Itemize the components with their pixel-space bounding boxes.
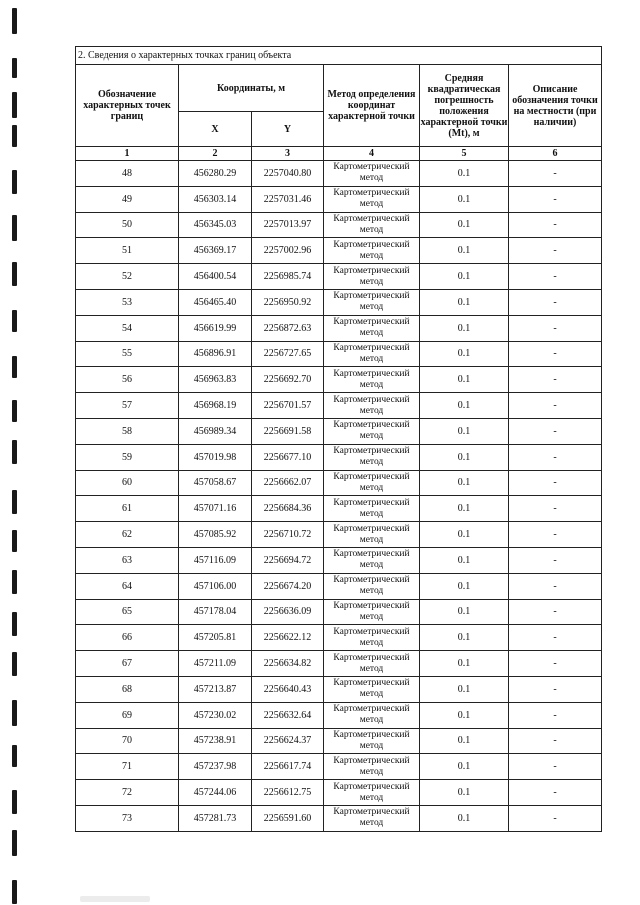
- coord-x-cell: 457213.87: [179, 676, 252, 702]
- column-number: 5: [420, 147, 509, 161]
- coord-x-cell: 456280.29: [179, 161, 252, 187]
- method-cell: Картометрический метод: [324, 161, 420, 187]
- error-cell: 0.1: [420, 212, 509, 238]
- header-error: Средняя квадратическая погрешность положения характерной точки (Mt), м: [420, 65, 509, 147]
- description-cell: -: [509, 393, 602, 419]
- point-number-cell: 64: [76, 573, 179, 599]
- binding-hole: [12, 400, 17, 422]
- error-cell: 0.1: [420, 728, 509, 754]
- error-cell: 0.1: [420, 418, 509, 444]
- table-row: [76, 186, 602, 212]
- method-cell: Картометрический метод: [324, 573, 420, 599]
- description-cell: -: [509, 470, 602, 496]
- coord-y-cell: 2256636.09: [252, 599, 324, 625]
- method-cell: Картометрический метод: [324, 186, 420, 212]
- binding-hole: [12, 530, 17, 552]
- description-cell: -: [509, 522, 602, 548]
- table-row: [76, 212, 602, 238]
- point-number-cell: 50: [76, 212, 179, 238]
- coord-x-cell: 457116.09: [179, 547, 252, 573]
- point-number-cell: 58: [76, 418, 179, 444]
- error-cell: 0.1: [420, 676, 509, 702]
- description-cell: -: [509, 418, 602, 444]
- description-cell: -: [509, 599, 602, 625]
- coord-x-cell: 457058.67: [179, 470, 252, 496]
- method-cell: Картометрический метод: [324, 315, 420, 341]
- header-x: X: [179, 112, 252, 147]
- method-cell: Картометрический метод: [324, 547, 420, 573]
- coord-y-cell: 2256950.92: [252, 289, 324, 315]
- coord-y-cell: 2256591.60: [252, 805, 324, 831]
- method-cell: Картометрический метод: [324, 676, 420, 702]
- table-row: [76, 573, 602, 599]
- table-row: [76, 418, 602, 444]
- point-number-cell: 73: [76, 805, 179, 831]
- table-row: [76, 367, 602, 393]
- point-number-cell: 56: [76, 367, 179, 393]
- description-cell: -: [509, 289, 602, 315]
- header-coordinates: Координаты, м: [179, 65, 324, 112]
- error-cell: 0.1: [420, 289, 509, 315]
- table-row: [76, 444, 602, 470]
- description-cell: -: [509, 754, 602, 780]
- description-cell: -: [509, 547, 602, 573]
- method-cell: Картометрический метод: [324, 625, 420, 651]
- description-cell: -: [509, 676, 602, 702]
- column-number: 2: [179, 147, 252, 161]
- binding-hole: [12, 8, 17, 34]
- description-cell: -: [509, 315, 602, 341]
- description-cell: -: [509, 212, 602, 238]
- description-cell: -: [509, 341, 602, 367]
- coord-y-cell: 2256617.74: [252, 754, 324, 780]
- document-page: [75, 46, 601, 832]
- point-number-cell: 54: [76, 315, 179, 341]
- coord-x-cell: 456369.17: [179, 238, 252, 264]
- point-number-cell: 61: [76, 496, 179, 522]
- description-cell: -: [509, 186, 602, 212]
- coord-y-cell: 2257031.46: [252, 186, 324, 212]
- column-numbers-row: [76, 147, 602, 161]
- error-cell: 0.1: [420, 186, 509, 212]
- description-cell: -: [509, 625, 602, 651]
- point-number-cell: 67: [76, 651, 179, 677]
- coord-x-cell: 456465.40: [179, 289, 252, 315]
- point-number-cell: 59: [76, 444, 179, 470]
- description-cell: -: [509, 238, 602, 264]
- point-number-cell: 52: [76, 264, 179, 290]
- error-cell: 0.1: [420, 393, 509, 419]
- description-cell: -: [509, 573, 602, 599]
- binding-hole: [12, 356, 17, 378]
- method-cell: Картометрический метод: [324, 289, 420, 315]
- coord-x-cell: 457178.04: [179, 599, 252, 625]
- table-row: [76, 728, 602, 754]
- binding-hole: [12, 700, 17, 726]
- binding-hole: [12, 570, 17, 594]
- coord-x-cell: 457237.98: [179, 754, 252, 780]
- binding-holes: [0, 0, 40, 905]
- table-row: [76, 547, 602, 573]
- method-cell: Картометрический метод: [324, 599, 420, 625]
- table-row: [76, 522, 602, 548]
- coord-y-cell: 2256701.57: [252, 393, 324, 419]
- table-row: [76, 264, 602, 290]
- description-cell: -: [509, 702, 602, 728]
- coord-x-cell: 456303.14: [179, 186, 252, 212]
- description-cell: -: [509, 367, 602, 393]
- method-cell: Картометрический метод: [324, 393, 420, 419]
- error-cell: 0.1: [420, 547, 509, 573]
- coord-y-cell: 2256684.36: [252, 496, 324, 522]
- method-cell: Картометрический метод: [324, 496, 420, 522]
- error-cell: 0.1: [420, 573, 509, 599]
- coord-x-cell: 456896.91: [179, 341, 252, 367]
- binding-hole: [12, 490, 17, 514]
- point-number-cell: 72: [76, 780, 179, 806]
- method-cell: Картометрический метод: [324, 418, 420, 444]
- table-row: [76, 625, 602, 651]
- section-title: 2. Сведения о характерных точках границ объекта: [76, 47, 602, 65]
- binding-hole: [12, 170, 17, 194]
- method-cell: Картометрический метод: [324, 341, 420, 367]
- coord-y-cell: 2256622.12: [252, 625, 324, 651]
- table-row: [76, 651, 602, 677]
- table-row: [76, 496, 602, 522]
- scan-artifact: [80, 896, 150, 902]
- description-cell: -: [509, 651, 602, 677]
- point-number-cell: 70: [76, 728, 179, 754]
- coord-y-cell: 2256985.74: [252, 264, 324, 290]
- coord-y-cell: 2256872.63: [252, 315, 324, 341]
- binding-hole: [12, 92, 17, 118]
- error-cell: 0.1: [420, 264, 509, 290]
- table-row: [76, 599, 602, 625]
- point-number-cell: 53: [76, 289, 179, 315]
- table-row: [76, 805, 602, 831]
- point-number-cell: 65: [76, 599, 179, 625]
- description-cell: -: [509, 805, 602, 831]
- method-cell: Картометрический метод: [324, 754, 420, 780]
- table-row: [76, 780, 602, 806]
- header-y: Y: [252, 112, 324, 147]
- error-cell: 0.1: [420, 161, 509, 187]
- error-cell: 0.1: [420, 754, 509, 780]
- coord-x-cell: 456345.03: [179, 212, 252, 238]
- coord-y-cell: 2256662.07: [252, 470, 324, 496]
- description-cell: -: [509, 444, 602, 470]
- coord-y-cell: 2256674.20: [252, 573, 324, 599]
- coord-y-cell: 2256692.70: [252, 367, 324, 393]
- binding-hole: [12, 440, 17, 464]
- method-cell: Картометрический метод: [324, 367, 420, 393]
- coord-y-cell: 2257002.96: [252, 238, 324, 264]
- table-row: [76, 702, 602, 728]
- binding-hole: [12, 652, 17, 676]
- coord-y-cell: 2256612.75: [252, 780, 324, 806]
- method-cell: Картометрический метод: [324, 702, 420, 728]
- coord-x-cell: 456963.83: [179, 367, 252, 393]
- error-cell: 0.1: [420, 367, 509, 393]
- coord-x-cell: 457281.73: [179, 805, 252, 831]
- error-cell: 0.1: [420, 522, 509, 548]
- coord-y-cell: 2257040.80: [252, 161, 324, 187]
- table-row: [76, 315, 602, 341]
- table-row: [76, 341, 602, 367]
- column-number: 3: [252, 147, 324, 161]
- binding-hole: [12, 215, 17, 241]
- binding-hole: [12, 790, 17, 814]
- header-designation: Обозначение характерных точек границ: [76, 65, 179, 147]
- binding-hole: [12, 262, 17, 286]
- binding-hole: [12, 745, 17, 767]
- description-cell: -: [509, 161, 602, 187]
- coord-x-cell: 456968.19: [179, 393, 252, 419]
- column-number: 6: [509, 147, 602, 161]
- point-number-cell: 48: [76, 161, 179, 187]
- coord-x-cell: 456989.34: [179, 418, 252, 444]
- coord-y-cell: 2256727.65: [252, 341, 324, 367]
- error-cell: 0.1: [420, 651, 509, 677]
- method-cell: Картометрический метод: [324, 651, 420, 677]
- point-number-cell: 63: [76, 547, 179, 573]
- table-row: [76, 289, 602, 315]
- method-cell: Картометрический метод: [324, 238, 420, 264]
- column-number: 4: [324, 147, 420, 161]
- coord-y-cell: 2257013.97: [252, 212, 324, 238]
- coord-y-cell: 2256677.10: [252, 444, 324, 470]
- binding-hole: [12, 58, 17, 78]
- point-number-cell: 60: [76, 470, 179, 496]
- table-row: [76, 676, 602, 702]
- point-number-cell: 49: [76, 186, 179, 212]
- point-number-cell: 68: [76, 676, 179, 702]
- table-row: [76, 161, 602, 187]
- description-cell: -: [509, 728, 602, 754]
- error-cell: 0.1: [420, 238, 509, 264]
- error-cell: 0.1: [420, 805, 509, 831]
- coord-x-cell: 456400.54: [179, 264, 252, 290]
- coord-x-cell: 457211.09: [179, 651, 252, 677]
- error-cell: 0.1: [420, 444, 509, 470]
- method-cell: Картометрический метод: [324, 264, 420, 290]
- error-cell: 0.1: [420, 599, 509, 625]
- binding-hole: [12, 880, 17, 904]
- coord-y-cell: 2256632.64: [252, 702, 324, 728]
- coord-y-cell: 2256694.72: [252, 547, 324, 573]
- binding-hole: [12, 830, 17, 856]
- coord-x-cell: 456619.99: [179, 315, 252, 341]
- binding-hole: [12, 125, 17, 147]
- table-row: [76, 470, 602, 496]
- point-number-cell: 55: [76, 341, 179, 367]
- method-cell: Картометрический метод: [324, 444, 420, 470]
- coord-y-cell: 2256710.72: [252, 522, 324, 548]
- description-cell: -: [509, 780, 602, 806]
- point-number-cell: 71: [76, 754, 179, 780]
- binding-hole: [12, 310, 17, 332]
- error-cell: 0.1: [420, 341, 509, 367]
- method-cell: Картометрический метод: [324, 780, 420, 806]
- method-cell: Картометрический метод: [324, 522, 420, 548]
- coord-y-cell: 2256640.43: [252, 676, 324, 702]
- coord-y-cell: 2256634.82: [252, 651, 324, 677]
- error-cell: 0.1: [420, 496, 509, 522]
- table-row: [76, 754, 602, 780]
- point-number-cell: 69: [76, 702, 179, 728]
- method-cell: Картометрический метод: [324, 212, 420, 238]
- header-method: Метод определения координат характерной точки: [324, 65, 420, 147]
- description-cell: -: [509, 496, 602, 522]
- coord-x-cell: 457085.92: [179, 522, 252, 548]
- coord-x-cell: 457238.91: [179, 728, 252, 754]
- coord-x-cell: 457244.06: [179, 780, 252, 806]
- coord-x-cell: 457230.02: [179, 702, 252, 728]
- error-cell: 0.1: [420, 470, 509, 496]
- point-number-cell: 51: [76, 238, 179, 264]
- error-cell: 0.1: [420, 780, 509, 806]
- column-number: 1: [76, 147, 179, 161]
- point-number-cell: 66: [76, 625, 179, 651]
- coord-y-cell: 2256624.37: [252, 728, 324, 754]
- table-row: [76, 393, 602, 419]
- coord-x-cell: 457019.98: [179, 444, 252, 470]
- coord-y-cell: 2256691.58: [252, 418, 324, 444]
- error-cell: 0.1: [420, 625, 509, 651]
- method-cell: Картометрический метод: [324, 728, 420, 754]
- coord-x-cell: 457205.81: [179, 625, 252, 651]
- method-cell: Картометрический метод: [324, 805, 420, 831]
- point-number-cell: 57: [76, 393, 179, 419]
- header-description: Описание обозначения точки на местности (при наличии): [509, 65, 602, 147]
- boundary-points-table: [75, 46, 602, 832]
- coord-x-cell: 457106.00: [179, 573, 252, 599]
- description-cell: -: [509, 264, 602, 290]
- binding-hole: [12, 612, 17, 636]
- coord-x-cell: 457071.16: [179, 496, 252, 522]
- error-cell: 0.1: [420, 702, 509, 728]
- table-row: [76, 238, 602, 264]
- method-cell: Картометрический метод: [324, 470, 420, 496]
- error-cell: 0.1: [420, 315, 509, 341]
- point-number-cell: 62: [76, 522, 179, 548]
